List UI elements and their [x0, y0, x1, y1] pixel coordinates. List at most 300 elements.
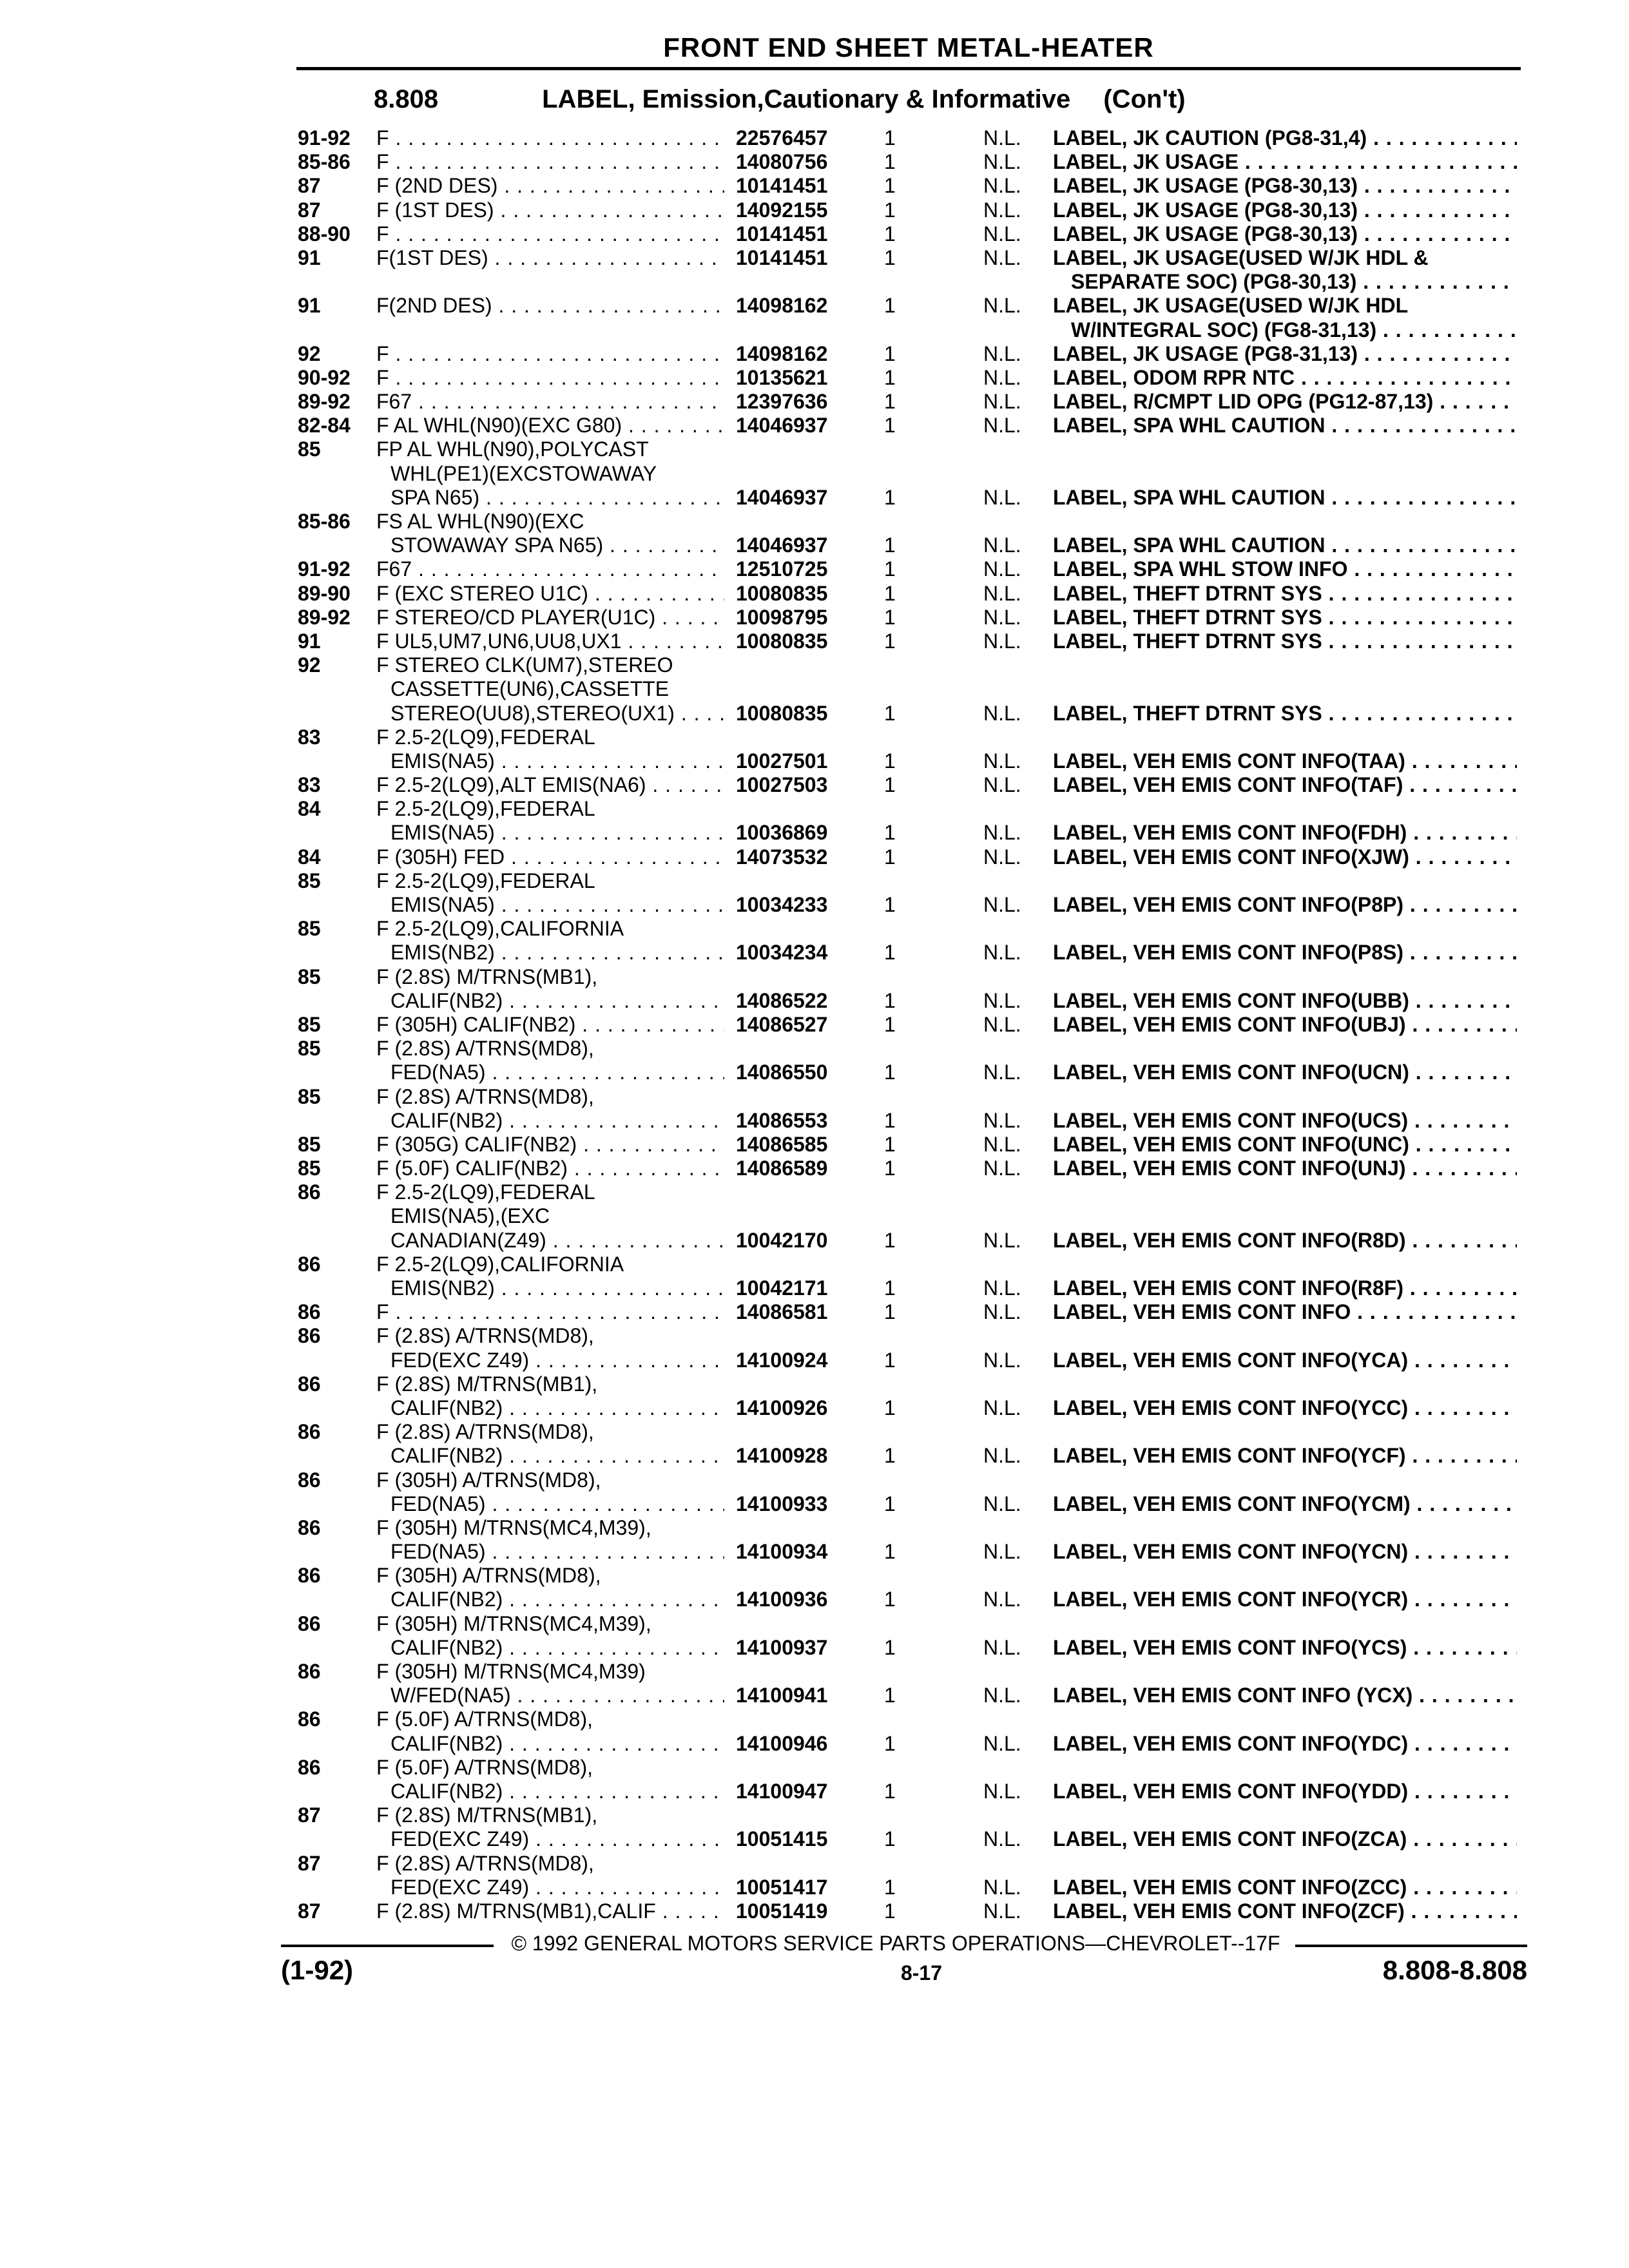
illustration-ref: N.L.: [983, 1348, 1021, 1372]
part-name: LABEL, SPA WHL STOW INFO . . .: [1053, 557, 1517, 581]
part-name: LABEL, THEFT DTRNT SYS . . .: [1053, 629, 1517, 653]
quantity: 1: [884, 605, 896, 629]
table-row: [0, 1707, 1629, 1731]
part-name: LABEL, VEH EMIS CONT INFO(YCR) . . .: [1053, 1588, 1517, 1611]
illustration-ref: N.L.: [983, 150, 1021, 174]
illustration-ref: N.L.: [983, 1635, 1021, 1659]
table-row: [0, 1660, 1629, 1684]
description: FED(EXC Z49) . . .: [390, 1827, 724, 1851]
description: F 2.5-2(LQ9),FEDERAL: [376, 1180, 595, 1204]
quantity: 1: [884, 845, 896, 869]
quantity: 1: [884, 174, 896, 198]
description: F(1ST DES) . . .: [376, 246, 724, 270]
quantity: 1: [884, 749, 896, 773]
quantity: 1: [884, 988, 896, 1012]
quantity: 1: [884, 1492, 896, 1515]
part-number: 14100933: [732, 1492, 827, 1516]
quantity: 1: [884, 485, 896, 509]
part-number: 10036869: [732, 821, 827, 845]
part-name: LABEL, VEH EMIS CONT INFO(YCC) . . .: [1053, 1396, 1517, 1420]
table-row: [0, 1180, 1629, 1204]
model-year: 86: [298, 1420, 321, 1444]
part-name: LABEL, JK USAGE (PG8-30,13) . . .: [1053, 174, 1517, 198]
part-name: LABEL, VEH EMIS CONT INFO(YDD) . . .: [1053, 1780, 1517, 1803]
illustration-ref: N.L.: [983, 1827, 1021, 1851]
illustration-ref: N.L.: [983, 1588, 1021, 1611]
part-number: 14100924: [732, 1349, 827, 1372]
description: CALIF(NB2) . . .: [390, 1396, 724, 1420]
description: F (2.8S) A/TRNS(MD8),: [376, 1084, 594, 1108]
table-row: [0, 1396, 1629, 1420]
table-row: [0, 222, 1629, 246]
footer-section-range: 8.808-8.808: [1382, 1955, 1527, 1985]
description: F (2.8S) A/TRNS(MD8),: [376, 1037, 594, 1061]
table-row: [0, 1324, 1629, 1348]
illustration-ref: N.L.: [983, 629, 1021, 653]
description: F (2ND DES) . . .: [376, 174, 724, 198]
table-row: [0, 965, 1629, 989]
description: F (5.0F) CALIF(NB2) . . .: [376, 1157, 724, 1180]
illustration-ref: N.L.: [983, 1396, 1021, 1419]
part-name: LABEL, VEH EMIS CONT INFO(TAF) . . .: [1053, 773, 1517, 797]
description: FED(EXC Z49) . . .: [390, 1349, 724, 1372]
model-year: 85: [298, 1157, 321, 1180]
description: CALIF(NB2) . . .: [390, 1109, 724, 1133]
quantity: 1: [884, 533, 896, 557]
illustration-ref: N.L.: [983, 1684, 1021, 1707]
part-name: LABEL, VEH EMIS CONT INFO(YDC) . . .: [1053, 1732, 1517, 1756]
part-name: LABEL, VEH EMIS CONT INFO(R8F) . . .: [1053, 1276, 1517, 1300]
footer-date-code: (1-92): [281, 1955, 354, 1985]
model-year: 82-84: [298, 414, 351, 437]
description: F (2.8S) M/TRNS(MB1),: [376, 965, 598, 988]
table-row: [0, 1588, 1629, 1611]
part-number: 14086527: [732, 1013, 827, 1037]
part-number: 14086522: [732, 989, 827, 1013]
part-number: 10141451: [732, 174, 827, 198]
quantity: 1: [884, 1444, 896, 1468]
table-row: [0, 726, 1629, 749]
illustration-ref: N.L.: [983, 821, 1021, 845]
table-row: [0, 1420, 1629, 1444]
description: F . . .: [376, 150, 724, 174]
table-row: [0, 1899, 1629, 1923]
quantity: 1: [884, 1132, 896, 1156]
description: F 2.5-2(LQ9),CALIFORNIA: [376, 1252, 624, 1276]
illustration-ref: N.L.: [983, 198, 1021, 222]
model-year: 89-92: [298, 605, 351, 629]
part-name: LABEL, VEH EMIS CONT INFO(XJW) . . .: [1053, 845, 1517, 869]
part-name: LABEL, VEH EMIS CONT INFO(UCN) . . .: [1053, 1061, 1517, 1084]
section-suffix: (Con't): [1103, 85, 1186, 113]
part-number: 10034234: [732, 941, 827, 965]
quantity: 1: [884, 341, 896, 365]
part-number: 12397636: [732, 390, 827, 414]
table-row: [0, 1300, 1629, 1324]
table-row: [0, 294, 1629, 318]
illustration-ref: N.L.: [983, 245, 1021, 269]
description: EMIS(NB2) . . .: [390, 941, 724, 965]
quantity: 1: [884, 1875, 896, 1899]
description: F (2.8S) M/TRNS(MB1),CALIF . . .: [376, 1899, 724, 1923]
model-year: 92: [298, 653, 321, 677]
part-name: LABEL, VEH EMIS CONT INFO(YCF) . . .: [1053, 1444, 1517, 1468]
description: F67 . . .: [376, 390, 724, 414]
section-heading: [374, 85, 1534, 114]
description: CALIF(NB2) . . .: [390, 989, 724, 1013]
quantity: 1: [884, 773, 896, 797]
quantity: 1: [884, 1635, 896, 1659]
part-name: LABEL, VEH EMIS CONT INFO(UCS) . . .: [1053, 1109, 1517, 1133]
part-name: LABEL, JK USAGE (PG8-30,13) . . .: [1053, 198, 1517, 222]
description: EMIS(NA5) . . .: [390, 749, 724, 773]
table-row: [0, 1876, 1629, 1899]
table-row: [0, 677, 1629, 701]
model-year: 85: [298, 869, 321, 892]
table-row: [0, 150, 1629, 174]
description: W/FED(NA5) . . .: [390, 1684, 724, 1707]
table-row: [0, 606, 1629, 629]
model-year: 85: [298, 1012, 321, 1036]
table-row: [0, 845, 1629, 869]
model-year: 85: [298, 965, 321, 988]
model-year: 86: [298, 1252, 321, 1276]
table-row: [0, 1349, 1629, 1372]
part-name: LABEL, VEH EMIS CONT INFO . . .: [1053, 1300, 1517, 1324]
description: FED(NA5) . . .: [390, 1061, 724, 1084]
model-year: 85: [298, 1037, 321, 1061]
part-name: LABEL, R/CMPT LID OPG (PG12-87,13) . . .: [1053, 390, 1517, 414]
part-number: 10098795: [732, 606, 827, 629]
table-row: [0, 1636, 1629, 1660]
model-year: 87: [298, 1803, 321, 1827]
table-row: [0, 1803, 1629, 1827]
part-name: LABEL, VEH EMIS CONT INFO(P8S) . . .: [1053, 941, 1517, 965]
description: F (305H) M/TRNS(MC4,M39),: [376, 1611, 651, 1635]
model-year: 87: [298, 1899, 321, 1923]
table-row: [0, 1612, 1629, 1636]
model-year: 86: [298, 1180, 321, 1204]
table-row: [0, 1133, 1629, 1157]
part-name: LABEL, THEFT DTRNT SYS . . .: [1053, 606, 1517, 629]
model-year: 85-86: [298, 510, 351, 533]
part-name: LABEL, JK USAGE (PG8-30,13) . . .: [1053, 222, 1517, 246]
illustration-ref: N.L.: [983, 390, 1021, 414]
part-number: 22576457: [732, 126, 827, 150]
description: FS AL WHL(N90)(EXC: [376, 510, 584, 533]
illustration-ref: N.L.: [983, 533, 1021, 557]
table-row: [0, 1157, 1629, 1180]
model-year: 86: [298, 1755, 321, 1779]
table-row: [0, 366, 1629, 390]
part-name: LABEL, VEH EMIS CONT INFO(P8P) . . .: [1053, 893, 1517, 917]
description: F 2.5-2(LQ9),FEDERAL: [376, 797, 595, 821]
part-name: SEPARATE SOC) (PG8-30,13) . . .: [1071, 270, 1517, 294]
part-number: 14100941: [732, 1684, 827, 1707]
part-name: LABEL, VEH EMIS CONT INFO(YCM) . . .: [1053, 1492, 1517, 1516]
part-number: 14073532: [732, 845, 827, 869]
quantity: 1: [884, 1827, 896, 1851]
table-row: [0, 462, 1629, 486]
model-year: 91-92: [298, 126, 351, 149]
quantity: 1: [884, 941, 896, 965]
description: FED(NA5) . . .: [390, 1492, 724, 1516]
part-name: LABEL, VEH EMIS CONT INFO(FDH) . . .: [1053, 821, 1517, 845]
description: EMIS(NA5) . . .: [390, 893, 724, 917]
model-year: 87: [298, 198, 321, 222]
part-name: LABEL, VEH EMIS CONT INFO(ZCC) . . .: [1053, 1876, 1517, 1899]
part-name: LABEL, VEH EMIS CONT INFO(UBJ) . . .: [1053, 1013, 1517, 1037]
model-year: 85: [298, 1084, 321, 1108]
illustration-ref: N.L.: [983, 1157, 1021, 1180]
part-number: 14092155: [732, 198, 827, 222]
quantity: 1: [884, 365, 896, 389]
model-year: 86: [298, 1660, 321, 1683]
part-name: LABEL, JK CAUTION (PG8-31,4) . . .: [1053, 126, 1517, 150]
page-title: FRONT END SHEET METAL-HEATER: [663, 32, 1154, 62]
illustration-ref: N.L.: [983, 222, 1021, 245]
part-name: LABEL, SPA WHL CAUTION . . .: [1053, 533, 1517, 557]
illustration-ref: N.L.: [983, 1731, 1021, 1755]
illustration-ref: N.L.: [983, 893, 1021, 916]
illustration-ref: N.L.: [983, 365, 1021, 389]
model-year: 87: [298, 1851, 321, 1875]
description: F 2.5-2(LQ9),FEDERAL: [376, 725, 595, 749]
part-number: 14086550: [732, 1061, 827, 1084]
part-number: 10141451: [732, 222, 827, 246]
part-name: LABEL, JK USAGE . . .: [1053, 150, 1517, 174]
quantity: 1: [884, 126, 896, 149]
part-name: LABEL, ODOM RPR NTC . . .: [1053, 366, 1517, 390]
part-name: LABEL, VEH EMIS CONT INFO(YCN) . . .: [1053, 1540, 1517, 1564]
part-name: W/INTEGRAL SOC) (FG8-31,13) . . .: [1071, 318, 1517, 342]
table-row: [0, 653, 1629, 677]
table-row: [0, 629, 1629, 653]
table-row: [0, 390, 1629, 414]
description: CALIF(NB2) . . .: [390, 1780, 724, 1803]
illustration-ref: N.L.: [983, 1300, 1021, 1324]
illustration-ref: N.L.: [983, 414, 1021, 437]
quantity: 1: [884, 701, 896, 725]
table-row: [0, 1253, 1629, 1276]
description: FED(EXC Z49) . . .: [390, 1876, 724, 1899]
section-number: 8.808: [374, 85, 439, 113]
description: FED(NA5) . . .: [390, 1540, 724, 1564]
table-row: [0, 1085, 1629, 1109]
description: CANADIAN(Z49) . . .: [390, 1229, 724, 1253]
quantity: 1: [884, 1228, 896, 1252]
model-year: 91: [298, 294, 321, 318]
description: SPA N65) . . .: [390, 486, 724, 510]
description: STEREO(UU8),STEREO(UX1) . . .: [390, 702, 724, 726]
part-number: 10027503: [732, 773, 827, 797]
model-year: 85-86: [298, 150, 351, 174]
table-row: [0, 1732, 1629, 1756]
model-year: 86: [298, 1611, 321, 1635]
model-year: 89-90: [298, 581, 351, 605]
description: F (2.8S) A/TRNS(MD8),: [376, 1324, 594, 1348]
part-number: 10080835: [732, 629, 827, 653]
part-number: 14098162: [732, 294, 827, 318]
description: CALIF(NB2) . . .: [390, 1732, 724, 1756]
model-year: 85: [298, 1132, 321, 1156]
description: F67 . . .: [376, 557, 724, 581]
description: F 2.5-2(LQ9),CALIFORNIA: [376, 917, 624, 941]
table-row: [0, 486, 1629, 510]
illustration-ref: N.L.: [983, 1108, 1021, 1132]
description: F . . .: [376, 222, 724, 246]
table-row: [0, 1109, 1629, 1133]
quantity: 1: [884, 1276, 896, 1300]
description: EMIS(NA5) . . .: [390, 821, 724, 845]
description: F (305H) A/TRNS(MD8),: [376, 1468, 601, 1492]
table-row: [0, 246, 1629, 270]
model-year: 92: [298, 341, 321, 365]
description: F (305H) M/TRNS(MC4,M39),: [376, 1515, 651, 1539]
description: F (305G) CALIF(NB2) . . .: [376, 1133, 724, 1157]
part-number: 14086581: [732, 1300, 827, 1324]
part-name: LABEL, VEH EMIS CONT INFO(ZCA) . . .: [1053, 1827, 1517, 1851]
model-year: 91: [298, 629, 321, 653]
table-row: [0, 893, 1629, 917]
part-number: 14098162: [732, 342, 827, 366]
description: FP AL WHL(N90),POLYCAST: [376, 437, 649, 461]
description: F (305H) A/TRNS(MD8),: [376, 1564, 601, 1588]
description: F STEREO CLK(UM7),STEREO: [376, 653, 673, 677]
illustration-ref: N.L.: [983, 1492, 1021, 1515]
illustration-ref: N.L.: [983, 701, 1021, 725]
illustration-ref: N.L.: [983, 1132, 1021, 1156]
description: F (1ST DES) . . .: [376, 198, 724, 222]
description: F (2.8S) A/TRNS(MD8),: [376, 1851, 594, 1875]
part-number: 14100926: [732, 1396, 827, 1420]
model-year: 83: [298, 773, 321, 797]
model-year: 89-92: [298, 390, 351, 414]
illustration-ref: N.L.: [983, 605, 1021, 629]
model-year: 91: [298, 245, 321, 269]
quantity: 1: [884, 1899, 896, 1923]
table-row: [0, 989, 1629, 1013]
illustration-ref: N.L.: [983, 1061, 1021, 1084]
part-number: 14100946: [732, 1732, 827, 1756]
description: F 2.5-2(LQ9),FEDERAL: [376, 869, 595, 892]
description: F 2.5-2(LQ9),ALT EMIS(NA6) . . .: [376, 773, 724, 797]
table-row: [0, 1468, 1629, 1492]
part-number: 14046937: [732, 414, 827, 437]
description: F . . .: [376, 342, 724, 366]
quantity: 1: [884, 1396, 896, 1419]
description: CASSETTE(UN6),CASSETTE: [390, 677, 670, 701]
description: F (305H) FED . . .: [376, 845, 724, 869]
part-number: 14100937: [732, 1636, 827, 1660]
model-year: 86: [298, 1468, 321, 1492]
illustration-ref: N.L.: [983, 581, 1021, 605]
table-row: [0, 1564, 1629, 1588]
table-row: [0, 941, 1629, 965]
model-year: 85: [298, 917, 321, 941]
part-number: 14086589: [732, 1157, 827, 1180]
description: CALIF(NB2) . . .: [390, 1444, 724, 1468]
part-number: 10080835: [732, 582, 827, 606]
quantity: 1: [884, 1684, 896, 1707]
model-year: 91-92: [298, 557, 351, 581]
header-rule: [296, 67, 1521, 70]
illustration-ref: N.L.: [983, 1899, 1021, 1923]
model-year: 85: [298, 437, 321, 461]
quantity: 1: [884, 1348, 896, 1372]
quantity: 1: [884, 1157, 896, 1180]
illustration-ref: N.L.: [983, 1012, 1021, 1036]
illustration-ref: N.L.: [983, 1276, 1021, 1300]
table-row: [0, 533, 1629, 557]
part-name: LABEL, VEH EMIS CONT INFO(TAA) . . .: [1053, 749, 1517, 773]
part-number: 14100928: [732, 1444, 827, 1468]
part-number: 14086553: [732, 1109, 827, 1133]
illustration-ref: N.L.: [983, 988, 1021, 1012]
table-row: [0, 1827, 1629, 1851]
table-row: [0, 1516, 1629, 1540]
description: STOWAWAY SPA N65) . . .: [390, 533, 724, 557]
part-number: 10042170: [732, 1229, 827, 1253]
table-row: [0, 437, 1629, 461]
model-year: 88-90: [298, 222, 351, 245]
table-row: [0, 1444, 1629, 1468]
part-number: 10080835: [732, 702, 827, 726]
part-number: 10051415: [732, 1827, 827, 1851]
table-row: [0, 582, 1629, 606]
part-name: LABEL, VEH EMIS CONT INFO(YCA) . . .: [1053, 1349, 1517, 1372]
model-year: 86: [298, 1515, 321, 1539]
description: CALIF(NB2) . . .: [390, 1588, 724, 1611]
part-number: 12510725: [732, 557, 827, 581]
quantity: 1: [884, 245, 896, 269]
footer-copyright: © 1992 GENERAL MOTORS SERVICE PARTS OPERATIONS—CHEVROLET--17F: [511, 1932, 1280, 1955]
quantity: 1: [884, 390, 896, 414]
part-number: 10034233: [732, 893, 827, 917]
illustration-ref: N.L.: [983, 485, 1021, 509]
quantity: 1: [884, 1061, 896, 1084]
table-row: [0, 797, 1629, 821]
illustration-ref: N.L.: [983, 341, 1021, 365]
part-name: LABEL, VEH EMIS CONT INFO(R8D) . . .: [1053, 1229, 1517, 1253]
part-number: 10027501: [732, 749, 827, 773]
model-year: 84: [298, 797, 321, 821]
part-name: LABEL, THEFT DTRNT SYS . . .: [1053, 702, 1517, 726]
table-row: [0, 1229, 1629, 1253]
description: F . . .: [376, 126, 724, 150]
quantity: 1: [884, 198, 896, 222]
part-name: LABEL, JK USAGE(USED W/JK HDL: [1053, 294, 1409, 318]
table-row: [0, 198, 1629, 222]
illustration-ref: N.L.: [983, 1228, 1021, 1252]
illustration-ref: N.L.: [983, 1444, 1021, 1468]
model-year: 84: [298, 845, 321, 869]
model-year: 86: [298, 1564, 321, 1588]
table-row: [0, 1780, 1629, 1803]
illustration-ref: N.L.: [983, 941, 1021, 965]
quantity: 1: [884, 1540, 896, 1564]
table-row: [0, 318, 1629, 342]
description: F (2.8S) M/TRNS(MB1),: [376, 1803, 598, 1827]
part-number: 14100934: [732, 1540, 827, 1564]
table-row: [0, 1037, 1629, 1061]
part-name: LABEL, JK USAGE(USED W/JK HDL &: [1053, 245, 1429, 269]
illustration-ref: N.L.: [983, 126, 1021, 149]
illustration-ref: N.L.: [983, 773, 1021, 797]
part-number: 14046937: [732, 486, 827, 510]
description: F . . .: [376, 1300, 724, 1324]
part-number: 10135621: [732, 366, 827, 390]
